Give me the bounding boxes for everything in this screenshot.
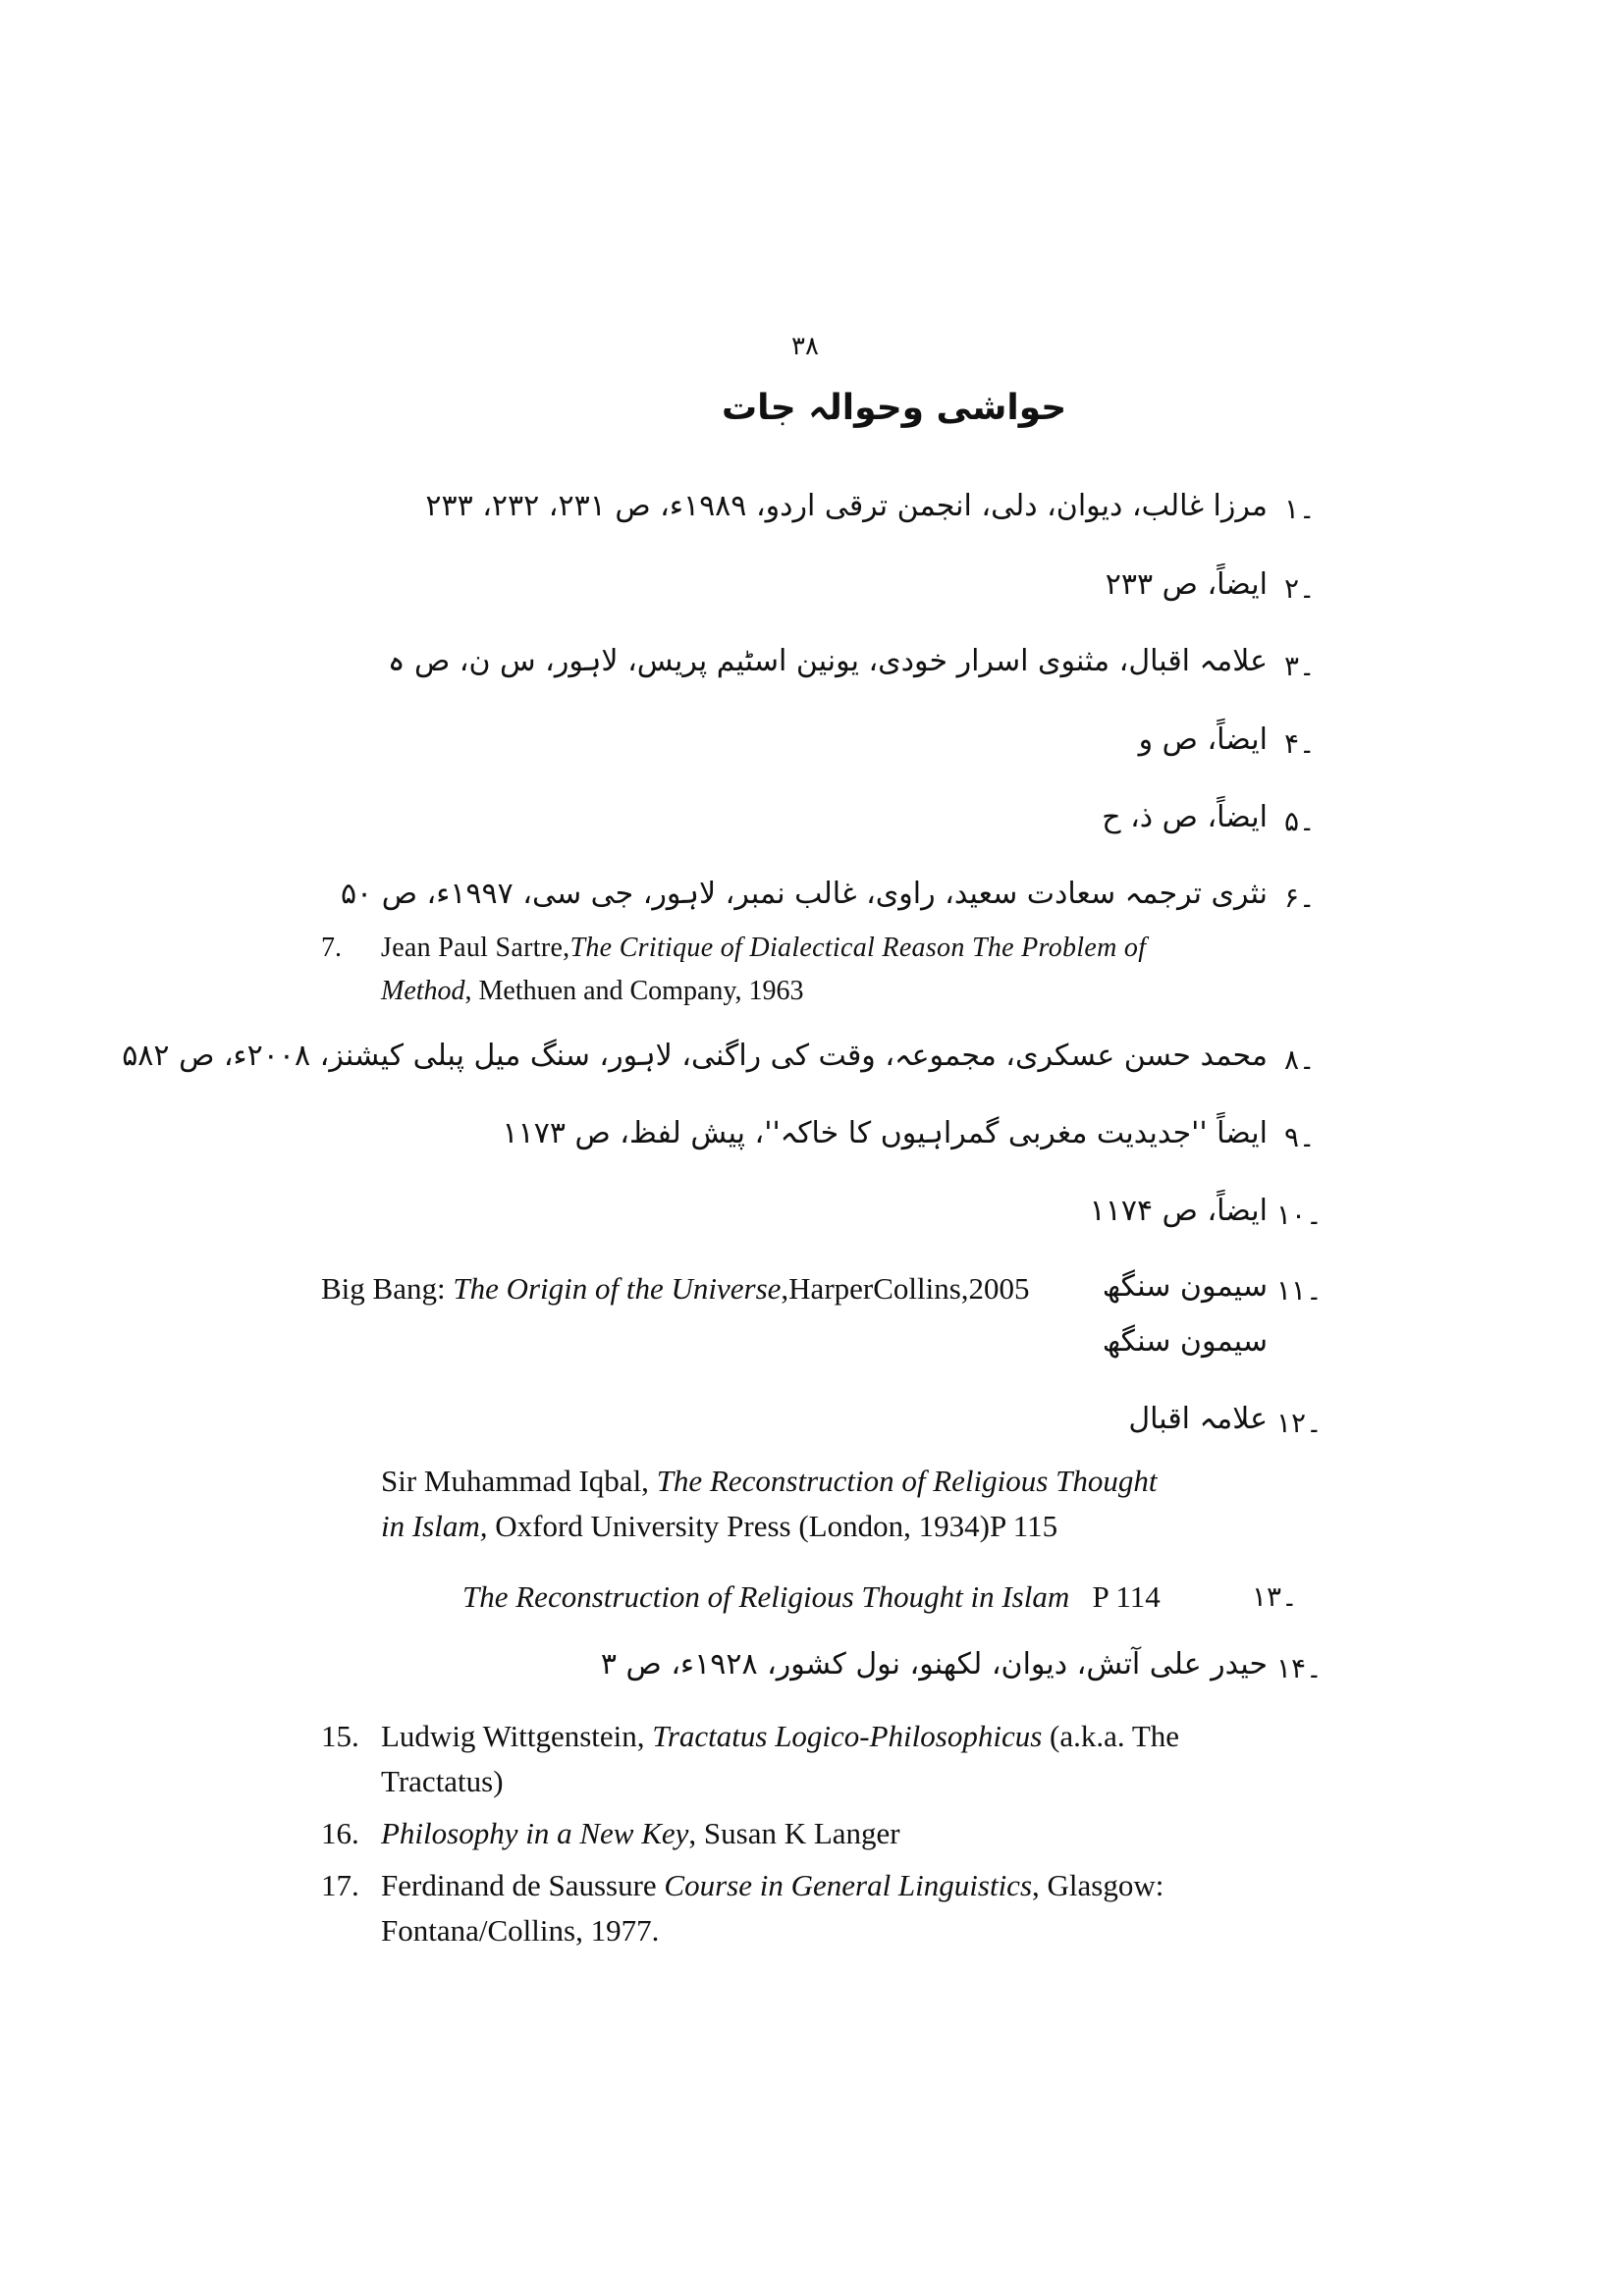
note-4-text: ایضاً، ص و [1138, 722, 1268, 757]
note-17-author: Ferdinand de Saussure [381, 1868, 665, 1902]
note-16-number: 16. [321, 1816, 359, 1850]
note-15-line-1 [381, 1714, 1179, 1759]
note-15-author: Ludwig Wittgenstein, [381, 1719, 653, 1753]
note-11-number: ۱۱۔ [1276, 1274, 1323, 1307]
note-1-text: مرزا غالب، دیوان، دلی، انجمن ترقی اردو، ۱۹۸۹ء، ص ۲۳۱، ۲۳۲، ۲۳۳ [425, 489, 1268, 523]
note-7-author: Jean Paul Sartre, [381, 933, 570, 963]
note-8-text: محمد حسن عسکری، مجموعہ، وقت کی راگنی، لاہور، سنگ میل پبلی کیشنز، ۲۰۰۸ء، ص ۵۸۲ [122, 1039, 1268, 1073]
note-7-line-1 [381, 927, 1146, 970]
note-15-rest: (a.k.a. The [1042, 1719, 1180, 1753]
note-11-english-prefix: Big Bang: [321, 1271, 454, 1306]
note-13-english [462, 1575, 1161, 1620]
note-15-number: 15. [321, 1719, 359, 1753]
note-6-number: ۶۔ [1284, 881, 1316, 914]
note-5-text: ایضاً، ص ذ، ح [1102, 800, 1268, 834]
note-16-rest: , Susan K Langer [688, 1816, 900, 1850]
note-3-number: ۳۔ [1284, 650, 1316, 682]
page-number: ۳۸ [791, 332, 819, 361]
note-17-line-2: Fontana/Collins, 1977. [381, 1913, 660, 1948]
note-14-number: ۱۴۔ [1276, 1652, 1323, 1684]
note-16-title: Philosophy in a New Key [381, 1816, 689, 1850]
note-12-publisher: Oxford University Press (London, 1934)P 115 [487, 1509, 1058, 1543]
note-17-number: 17. [321, 1868, 359, 1902]
note-7-line-2 [381, 970, 804, 1013]
note-13-number: ۱۳۔ [1252, 1580, 1298, 1613]
note-7-title-continued: Method [381, 976, 465, 1006]
note-11-english-publisher: ,HarperCollins,2005 [781, 1271, 1030, 1306]
note-17-line-1 [381, 1863, 1163, 1908]
note-16-line [381, 1811, 900, 1856]
note-9-text: ایضاً ''جدیدیت مغربی گمراہیوں کا خاکہ''، پیش لفظ، ص ۱۱۷۳ [502, 1116, 1268, 1150]
note-10-text: ایضاً، ص ۱۱۷۴ [1089, 1194, 1268, 1228]
note-15-line-2: Tractatus) [381, 1764, 504, 1798]
note-8-number: ۸۔ [1284, 1043, 1316, 1076]
note-6-text: نثری ترجمہ سعادت سعید، راوی، غالب نمبر، لاہور، جی سی، ۱۹۹۷ء، ص ۵۰ [340, 877, 1268, 911]
note-14-text: حیدر علی آتش، دیوان، لکھنو، نول کشور، ۱۹۲۸ء، ص ۳ [600, 1647, 1268, 1682]
note-2-text: ایضاً، ص ۲۳۳ [1105, 567, 1268, 602]
note-13-page: P 114 [1092, 1579, 1161, 1614]
note-10-number: ۱۰۔ [1276, 1199, 1323, 1231]
note-13-title: The Reconstruction of Religious Thought in Islam [462, 1579, 1070, 1614]
note-7-number: 7. [321, 933, 342, 963]
note-17-rest: , Glasgow: [1032, 1868, 1164, 1902]
note-12-number: ۱۲۔ [1276, 1407, 1323, 1439]
note-17-title: Course in General Linguistics [664, 1868, 1033, 1902]
note-9-number: ۹۔ [1284, 1121, 1316, 1153]
note-2-number: ۲۔ [1284, 572, 1316, 605]
note-3-text: علامہ اقبال، مثنوی اسرار خودی، یونین اسٹیم پریس، لاہور، س ن، ص ہ [387, 644, 1268, 678]
note-12-english-line-2 [381, 1504, 1057, 1549]
note-11-english [321, 1266, 1030, 1311]
note-12-title-continued: in Islam, [381, 1509, 488, 1543]
note-7-title: The Critique of Dialectical Reason The Problem of [569, 933, 1147, 963]
note-11-urdu-name: سیمون سنگھ [1102, 1269, 1268, 1304]
note-12-author: Sir Muhammad Iqbal, [381, 1464, 657, 1498]
note-11-urdu-name-repeat: سیمون سنگھ [1102, 1324, 1268, 1359]
note-5-number: ۵۔ [1284, 805, 1316, 837]
note-12-urdu: علامہ اقبال [1128, 1402, 1268, 1436]
note-7-publisher: , Methuen and Company, 1963 [464, 976, 804, 1006]
note-1-number: ۱۔ [1284, 493, 1316, 525]
note-12-english-line-1 [381, 1459, 1157, 1504]
note-12-title: The Reconstruction of Religious Thought [656, 1464, 1158, 1498]
note-4-number: ۴۔ [1284, 727, 1316, 760]
note-15-title: Tractatus Logico-Philosophicus [652, 1719, 1043, 1753]
page-heading: حواشی وحوالہ جات [722, 388, 1067, 428]
note-11-english-title: The Origin of the Universe [453, 1271, 782, 1306]
